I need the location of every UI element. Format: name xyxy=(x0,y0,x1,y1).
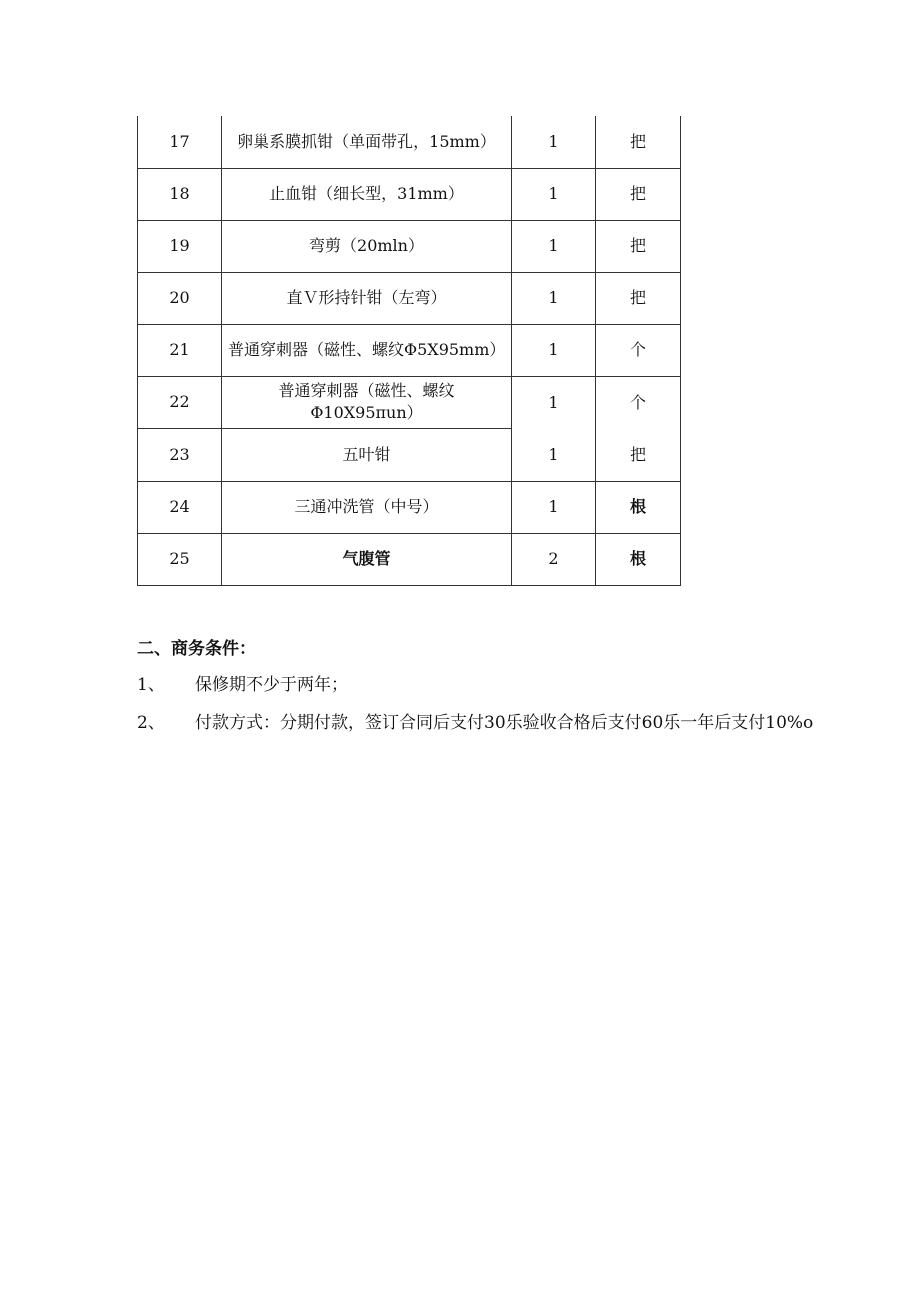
item-unit: 把 xyxy=(629,444,646,464)
item-quantity: 1 xyxy=(512,220,596,272)
item-quantity: 1 xyxy=(512,324,596,376)
item-quantity: 1 xyxy=(548,444,559,464)
item-name: 普通穿刺器（磁性、螺纹Φ10X95πun） xyxy=(222,376,512,429)
item-name: 普通穿刺器（磁性、螺纹Φ5X95mm） xyxy=(222,324,512,376)
row-number: 22 xyxy=(138,376,222,429)
merged-quantity-cell xyxy=(512,376,596,481)
item-unit: 根 xyxy=(596,481,681,533)
list-item xyxy=(137,708,835,738)
list-item-text: 付款方式：分期付款，签订合同后支付30乐验收合格后支付60乐一年后支付10%o xyxy=(195,713,814,733)
item-unit: 根 xyxy=(596,533,681,585)
table-row xyxy=(138,220,681,272)
item-unit: 个 xyxy=(629,392,646,412)
row-number: 21 xyxy=(138,324,222,376)
item-unit: 把 xyxy=(596,220,681,272)
equipment-table xyxy=(137,116,681,586)
table-row xyxy=(138,481,681,533)
item-quantity: 1 xyxy=(512,168,596,220)
row-number: 20 xyxy=(138,272,222,324)
item-name: 气腹管 xyxy=(222,533,512,585)
row-number: 18 xyxy=(138,168,222,220)
item-quantity: 2 xyxy=(512,533,596,585)
section-heading: 二、商务条件： xyxy=(137,639,256,659)
item-name: 卵巢系膜抓钳（单面带孔，15mm） xyxy=(222,116,512,168)
item-quantity: 1 xyxy=(548,392,559,412)
row-number: 23 xyxy=(138,429,222,482)
business-terms-section xyxy=(137,636,814,738)
table-row xyxy=(138,376,681,429)
item-unit: 把 xyxy=(596,168,681,220)
item-name: 止血钳（细长型，31mm） xyxy=(222,168,512,220)
table-row xyxy=(138,533,681,585)
item-unit: 把 xyxy=(596,116,681,168)
row-number: 19 xyxy=(138,220,222,272)
row-number: 24 xyxy=(138,481,222,533)
table-row xyxy=(138,116,681,168)
list-item xyxy=(137,670,835,700)
row-number: 25 xyxy=(138,533,222,585)
item-quantity: 1 xyxy=(512,272,596,324)
table-row xyxy=(138,272,681,324)
item-name: 弯剪（20mln） xyxy=(222,220,512,272)
table-row xyxy=(138,168,681,220)
item-unit: 个 xyxy=(596,324,681,376)
table-row xyxy=(138,324,681,376)
item-name: 直Ｖ形持针钳（左弯） xyxy=(222,272,512,324)
item-name: 三通冲洗管（中号） xyxy=(222,481,512,533)
list-item-number: 2、 xyxy=(137,713,165,733)
item-quantity: 1 xyxy=(512,481,596,533)
item-quantity: 1 xyxy=(512,116,596,168)
row-number: 17 xyxy=(138,116,222,168)
merged-unit-cell xyxy=(596,376,681,481)
list-item-number: 1、 xyxy=(137,675,165,695)
list-item-text: 保修期不少于两年； xyxy=(195,675,348,695)
item-unit: 把 xyxy=(596,272,681,324)
item-name: 五叶钳 xyxy=(222,429,512,482)
